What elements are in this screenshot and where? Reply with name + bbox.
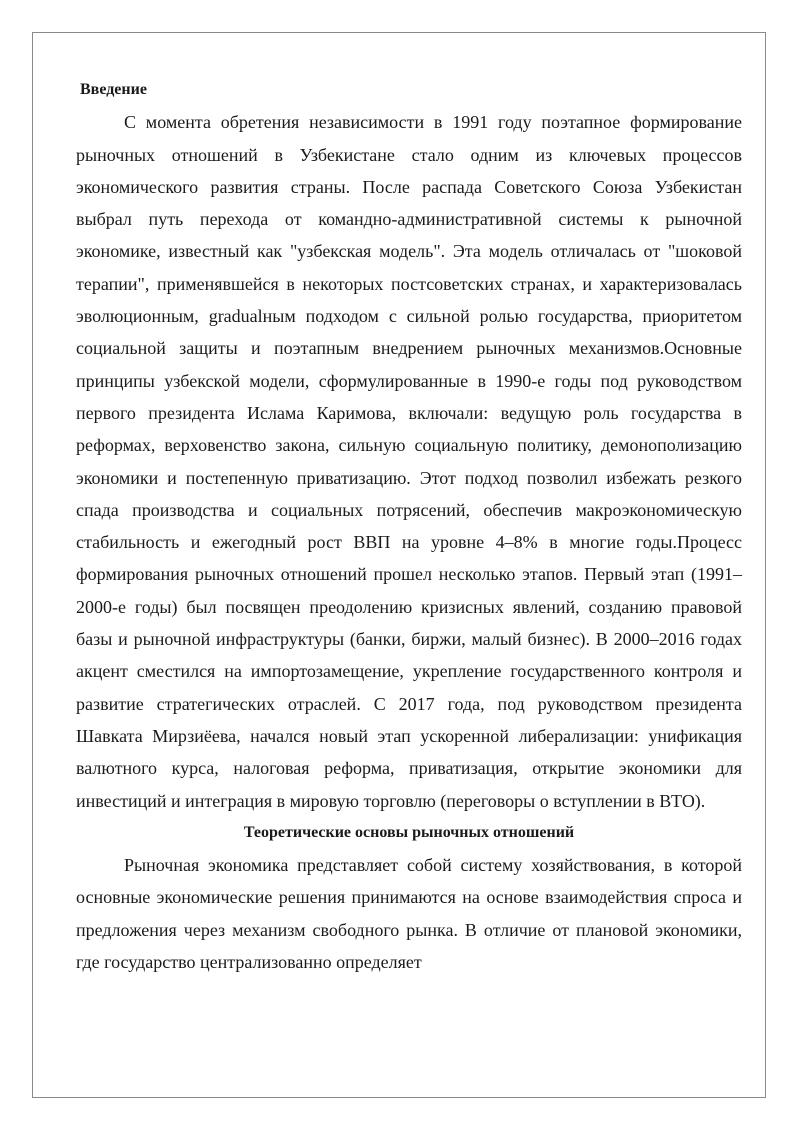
document-body [76, 74, 742, 978]
theory-heading: Теоретические основы рыночных отношений [243, 823, 575, 841]
intro-paragraph: С момента обретения независимости в 1991 году поэтапное формирование рыночных отношений в Узбекистане стало одним из ключевых процессов экономического развития страны. После распада Советского Союза Узбекистан выбрал путь перехода от командно-административной системы к рыночной экономике, известный как "узбекская модель". Эта модель отличалась от "шоковой терапии", применявшейся в некоторых постсоветских странах, и характеризовалась эволюционным, gradualным подходом с сильной ролью государства, приоритетом социальной защиты и поэтапным внедрением рыночных механизмов.Основные принципы узбекской модели, сформулированные в 1990-е годы под руководством первого президента Ислама Каримова, включали: ведущую роль государства в реформах, верховенство закона, сильную социальную политику, демонополизацию экономики и постепенную приватизацию. Этот подход позволил избежать резкого спада производства и социальных потрясений, обеспечив макроэкономическую стабильность и ежегодный рост ВВП на уровне 4–8% в многие годы.Процесс формирования рыночных отношений прошел несколько этапов. Первый этап (1991–2000-е годы) был посвящен преодолению кризисных явлений, созданию правовой базы и рыночной инфраструктуры (банки, биржи, малый бизнес). В 2000–2016 годах акцент сместился на импортозамещение, укрепление государственного контроля и развитие стратегических отраслей. С 2017 года, под руководством президента Шавката Мирзиёева, начался новый этап ускоренной либерализации: унификация валютного курса, налоговая реформа, приватизация, открытие экономики для инвестиций и интеграция в мировую торговлю (переговоры о вступлении в ВТО). [76, 112, 742, 811]
intro-heading: Введение [80, 81, 147, 98]
theory-paragraph: Рыночная экономика представляет собой систему хозяйствования, в которой основные экономические решения принимаются на основе взаимодействия спроса и предложения через механизм свободного рынка. В отличие от плановой экономики, где государство централизованно определяет [76, 855, 742, 973]
